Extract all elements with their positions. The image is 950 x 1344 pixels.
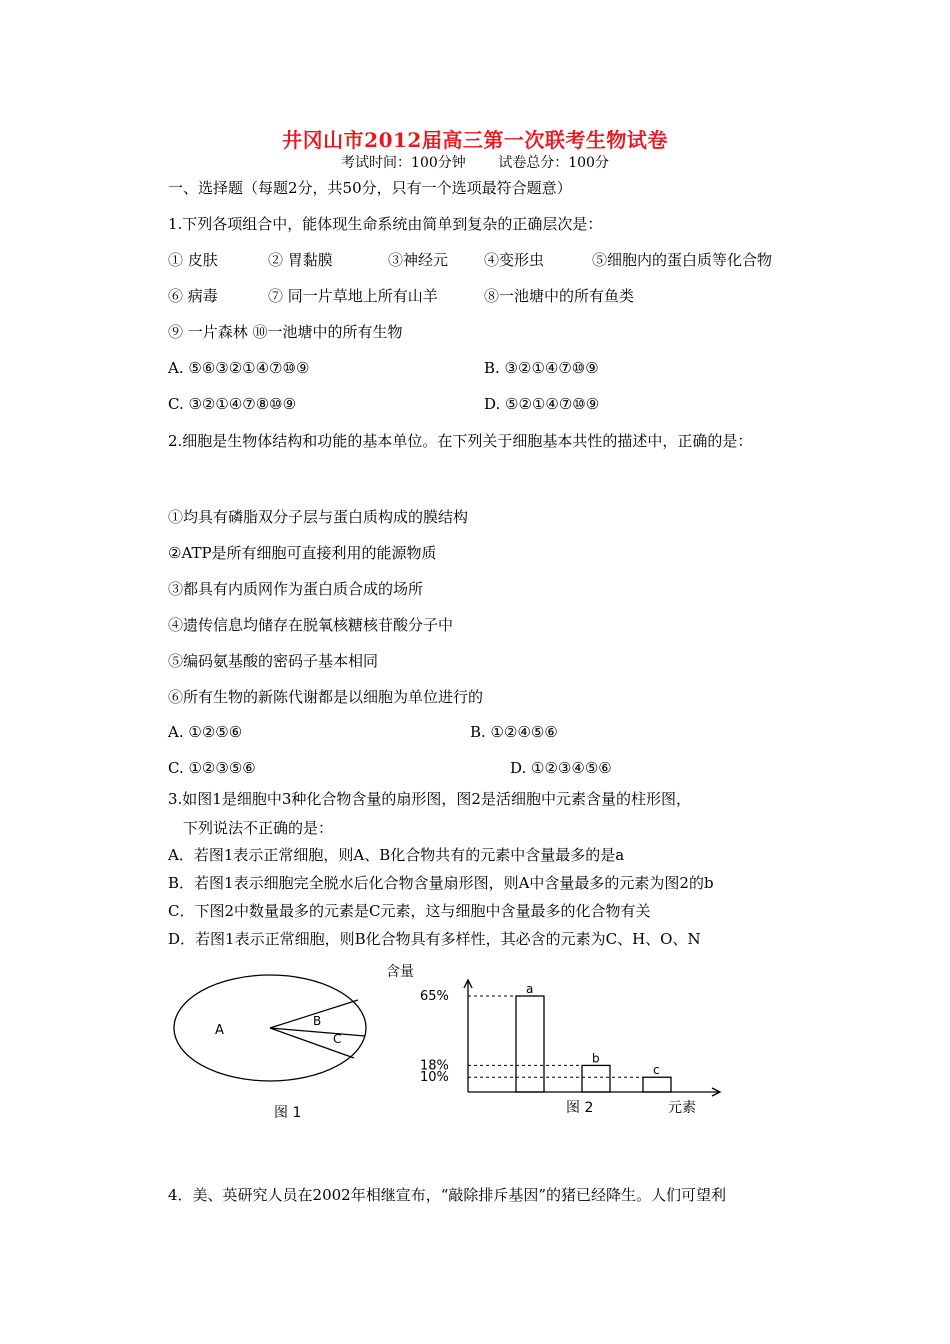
bar-category-label: a: [526, 982, 534, 996]
q1-stem: 1.下列各项组合中，能体现生命系统由简单到复杂的正确层次是：: [168, 215, 603, 233]
q1-item: ⑦ 同一片草地上所有山羊: [268, 287, 438, 305]
q1-item: ⑤细胞内的蛋白质等化合物: [592, 251, 773, 269]
q1-option-c: C. ③②①④⑦⑧⑩⑨: [168, 395, 297, 413]
q1-item: ③神经元: [388, 251, 449, 269]
y-tick-label: 65%: [420, 989, 449, 1004]
q3-option-a: A．若图1表示正常细胞，则A、B化合物共有的元素中含量最多的是a: [168, 846, 625, 864]
q4-stem: 4．美、英研究人员在2002年相继宣布，“敲除排斥基因”的猪已经降生。人们可望利: [168, 1186, 727, 1204]
bar: [582, 1065, 610, 1092]
exam-time: 考试时间：100分钟: [341, 155, 466, 171]
q2-option-c: C. ①②③⑤⑥: [168, 759, 256, 777]
q2-option-a: A. ①②⑤⑥: [168, 723, 243, 741]
q1-item: ⑧一池塘中的所有鱼类: [484, 287, 635, 305]
q3-stem: 3.如图1是细胞中3种化合物含量的扇形图，图2是活细胞中元素含量的柱形图，: [168, 790, 691, 808]
q2-option-b: B. ①②④⑤⑥: [470, 723, 558, 741]
total-score: 试卷总分：100分: [498, 155, 609, 171]
q2-item: ①均具有磷脂双分子层与蛋白质构成的膜结构: [168, 508, 469, 526]
q3-option-c: C．下图2中数量最多的元素是C元素，这与细胞中含量最多的化合物有关: [168, 902, 651, 920]
exam-title: 井冈山市2012届高三第一次联考生物试卷: [282, 128, 668, 152]
q2-item: ④遗传信息均储存在脱氧核糖核苷酸分子中: [168, 616, 454, 634]
bar: [643, 1077, 671, 1092]
exam-info: [0, 152, 950, 172]
figure-2-caption: 图 2: [566, 1100, 594, 1116]
pie-label-c: C: [333, 1032, 342, 1046]
figure-1-caption: 图 1: [274, 1105, 302, 1121]
q2-item: ⑥所有生物的新陈代谢都是以细胞为单位进行的: [168, 688, 484, 706]
figure-2-bar-chart: [380, 962, 740, 1127]
pie-label-a: A: [215, 1023, 224, 1038]
q3-stem-cont: 下列说法不正确的是：: [183, 819, 334, 837]
y-tick-label: 18%: [420, 1058, 449, 1074]
q3-option-b: B．若图1表示细胞完全脱水后化合物含量扇形图，则A中含量最多的元素为图2的b: [168, 874, 714, 892]
q2-option-d: D. ①②③④⑤⑥: [510, 759, 612, 777]
q1-option-d: D. ⑤②①④⑦⑩⑨: [484, 395, 600, 413]
q2-item: ③都具有内质网作为蛋白质合成的场所: [168, 580, 424, 598]
figure-1-pie: [160, 970, 390, 1130]
q2-item: ⑤编码氨基酸的密码子基本相同: [168, 652, 379, 670]
q1-item: ① 皮肤: [168, 251, 218, 269]
q1-option-a: A. ⑤⑥③②①④⑦⑩⑨: [168, 359, 310, 377]
q2-item: ②ATP是所有细胞可直接利用的能源物质: [168, 544, 437, 562]
q2-stem: 2.细胞是生物体结构和功能的基本单位。在下列关于细胞基本共性的描述中，正确的是：: [168, 432, 753, 450]
q3-option-d: D．若图1表示正常细胞，则B化合物具有多样性，其必含的元素为C、H、O、N: [168, 930, 701, 948]
x-axis-label: 元素: [668, 1100, 696, 1116]
q1-item: ⑨ 一片森林 ⑩一池塘中的所有生物: [168, 323, 403, 341]
y-axis-label: 含量: [386, 964, 414, 980]
pie-label-b: B: [313, 1014, 322, 1028]
y-tick-label: 10%: [420, 1070, 449, 1086]
q1-item: ④变形虫: [484, 251, 545, 269]
q1-item: ② 胃黏膜: [268, 251, 333, 269]
bar-category-label: b: [592, 1051, 600, 1066]
q1-option-b: B. ③②①④⑦⑩⑨: [484, 359, 599, 377]
bar-category-label: c: [653, 1063, 660, 1078]
q1-item: ⑥ 病毒: [168, 287, 218, 305]
section-heading: 一、选择题（每题2分，共50分，只有一个选项最符合题意）: [168, 179, 572, 197]
